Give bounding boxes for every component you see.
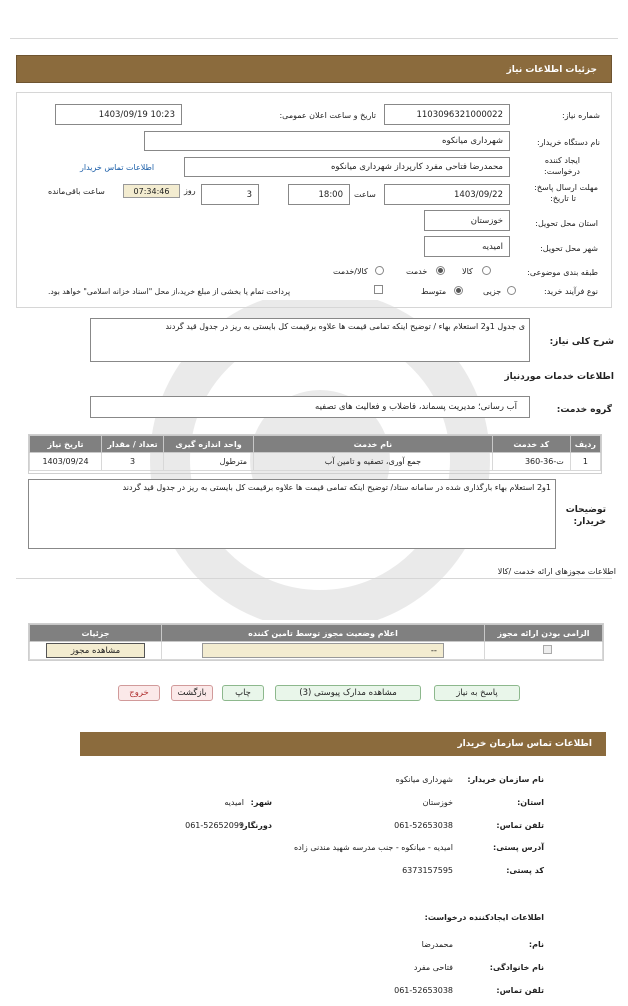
remaining-time-field: 07:34:46 <box>123 184 180 198</box>
cell-quantity: 3 <box>102 453 164 471</box>
licenses-table-wrapper <box>28 623 604 661</box>
license-details-cell <box>30 642 162 660</box>
process-radio-medium[interactable] <box>454 286 463 295</box>
process-radio-minor[interactable] <box>507 286 516 295</box>
contact-phone-label: تلفن تماس: <box>496 821 544 830</box>
top-divider <box>10 38 618 39</box>
need-number-field[interactable]: 1103096321000022 <box>384 104 510 125</box>
service-group-field[interactable]: آب رسانی؛ مدیریت پسماند، فاضلاب و فعالیت های تصفیه <box>90 396 530 418</box>
col-unit: واحد اندازه گیری <box>164 436 254 453</box>
description-textarea[interactable]: ی جدول 1و2 استعلام بهاء / توضیح اینکه تمامی قیمت ها علاوه برقیمت کل بایستی به ریز در جدول قید گردند <box>90 318 530 362</box>
col-row: ردیف <box>570 436 600 453</box>
category-radio-service[interactable] <box>436 266 445 275</box>
services-table-wrapper <box>28 434 602 474</box>
deadline-days-field[interactable]: 3 <box>201 184 259 205</box>
col-need-date: تاریخ نیاز <box>30 436 102 453</box>
service-group-label: گروه خدمت: <box>556 405 612 415</box>
requester-label-1: ایجاد کننده <box>544 156 580 165</box>
cell-row: 1 <box>570 453 600 471</box>
print-button[interactable]: چاپ <box>222 685 264 701</box>
province-label: استان محل تحویل: <box>535 219 598 228</box>
city-field[interactable]: امیدیه <box>424 236 510 257</box>
creator-first-name-label: نام: <box>528 940 544 949</box>
description-label: شرح کلی نیاز: <box>549 337 614 347</box>
buyer-notes-label-1: توضیحات <box>565 505 606 515</box>
city-label: شهر محل تحویل: <box>540 244 598 253</box>
contact-phone-value: 061-52653038 <box>394 821 453 830</box>
contact-address-value: امیدیه - میانکوه - جنب مدرسه شهید مندنی زاده <box>293 843 453 852</box>
announce-datetime-field[interactable]: 1403/09/19 10:23 <box>55 104 182 125</box>
announce-datetime-label: تاریخ و ساعت اعلان عمومی: <box>279 111 376 120</box>
category-radio-goods-service[interactable] <box>375 266 384 275</box>
table-row <box>30 642 603 660</box>
buyer-contact-link[interactable]: اطلاعات تماس خریدار <box>80 163 155 172</box>
creator-section-title: اطلاعات ایجادکننده درخواست: <box>424 913 544 922</box>
cell-unit: مترطول <box>164 453 254 471</box>
contact-header <box>80 732 606 756</box>
license-required-cell <box>485 642 603 660</box>
process-option-medium: متوسط <box>421 287 447 296</box>
deadline-date-field[interactable]: 1403/09/22 <box>384 184 510 205</box>
cell-service-name: جمع آوری، تصفیه و تامین آب <box>254 453 493 471</box>
license-status-cell <box>162 642 485 660</box>
creator-first-name-value: محمدرضا <box>421 940 453 949</box>
services-section-title: اطلاعات خدمات موردنیاز <box>504 372 614 382</box>
treasury-docs-text: پرداخت تمام یا بخشی از مبلغ خرید،از محل "اسناد خزانه اسلامی" خواهد بود. <box>48 287 291 296</box>
contact-fax-value: 061-52652099 <box>185 821 244 830</box>
licenses-divider <box>16 578 612 579</box>
buyer-notes-textarea[interactable]: 1و2 استعلام بهاء بارگذاری شده در سامانه ستاد/ توضیح اینکه تمامی قیمت ها علاوه برقیمت کل بایستی به ریز در جدول قید گردند <box>28 479 556 549</box>
licenses-table <box>29 624 603 660</box>
remaining-time-label: ساعت باقی‌مانده <box>48 187 105 196</box>
category-option-goods: کالا <box>462 267 473 276</box>
col-quantity: تعداد / مقدار <box>102 436 164 453</box>
deadline-label-1: مهلت ارسال پاسخ: <box>534 183 598 192</box>
category-radio-goods[interactable] <box>482 266 491 275</box>
contact-province-value: خوزستان <box>422 798 453 807</box>
creator-last-name-label: نام خانوادگی: <box>489 963 544 972</box>
creator-phone-label: تلفن تماس: <box>496 986 544 995</box>
page-title: جزئیات اطلاعات نیاز <box>506 65 597 75</box>
requester-field[interactable]: محمدرضا فتاحی مفرد کارپرداز شهرداری میانکوه <box>184 157 510 177</box>
contact-province-label: استان: <box>517 798 544 807</box>
deadline-time-field[interactable]: 18:00 <box>288 184 350 205</box>
back-button[interactable]: بازگشت <box>171 685 213 701</box>
cell-need-date: 1403/09/24 <box>30 453 102 471</box>
col-license-details: جزئیات <box>30 625 162 642</box>
col-service-name: نام خدمت <box>254 436 493 453</box>
contact-postal-label: کد پستی: <box>506 866 544 875</box>
services-table <box>29 435 601 471</box>
category-label: طبقه بندی موضوعی: <box>527 268 598 277</box>
licenses-title: اطلاعات مجوزهای ارائه خدمت /کالا <box>497 567 616 576</box>
view-license-button[interactable]: مشاهده مجوز <box>46 643 145 658</box>
contact-org-label: نام سازمان خریدار: <box>467 775 544 784</box>
cell-service-code: ت-36-360 <box>492 453 570 471</box>
view-attachments-button[interactable]: مشاهده مدارک پیوستی (3) <box>275 685 421 701</box>
contact-city-value: امیدیه <box>224 798 244 807</box>
contact-org-value: شهرداری میانکوه <box>395 775 453 784</box>
deadline-label-2: تا تاریخ: <box>550 194 576 203</box>
contact-fax-label: دورنگار: <box>239 821 272 830</box>
reply-button[interactable]: پاسخ به نیاز <box>434 685 520 701</box>
contact-postal-value: 6373157595 <box>402 866 453 875</box>
col-license-status: اعلام وضعیت مجوز توسط تامین کننده <box>162 625 485 642</box>
contact-address-label: آدرس پستی: <box>493 843 544 852</box>
deadline-days-label: روز <box>184 186 196 195</box>
deadline-time-label: ساعت <box>354 190 376 199</box>
exit-button[interactable]: خروج <box>118 685 160 701</box>
category-option-service: خدمت <box>406 267 428 276</box>
buyer-org-label: نام دستگاه خریدار: <box>537 138 600 147</box>
process-option-minor: جزیی <box>483 287 502 296</box>
creator-phone-value: 061-52653038 <box>394 986 453 995</box>
buyer-notes-label-2: خریدار: <box>573 517 606 527</box>
requester-label-2: درخواست: <box>544 167 580 176</box>
col-license-required: الزامی بودن ارائه مجوز <box>485 625 603 642</box>
contact-title: اطلاعات تماس سازمان خریدار <box>457 739 592 749</box>
process-type-label: نوع فرآیند خرید: <box>544 287 598 296</box>
province-field[interactable]: خوزستان <box>424 210 510 231</box>
license-status-field[interactable]: -- <box>202 643 444 658</box>
page-header <box>16 55 612 83</box>
buyer-org-field[interactable]: شهرداری میانکوه <box>144 131 510 151</box>
contact-city-label: شهر: <box>250 798 272 807</box>
need-number-label: شماره نیاز: <box>562 111 600 120</box>
col-service-code: کد خدمت <box>492 436 570 453</box>
category-option-goods-service: کالا/خدمت <box>333 267 368 276</box>
license-required-checkbox <box>543 645 552 654</box>
table-row <box>30 453 601 471</box>
creator-last-name-value: فتاحی مفرد <box>413 963 453 972</box>
treasury-docs-checkbox[interactable] <box>374 285 383 294</box>
